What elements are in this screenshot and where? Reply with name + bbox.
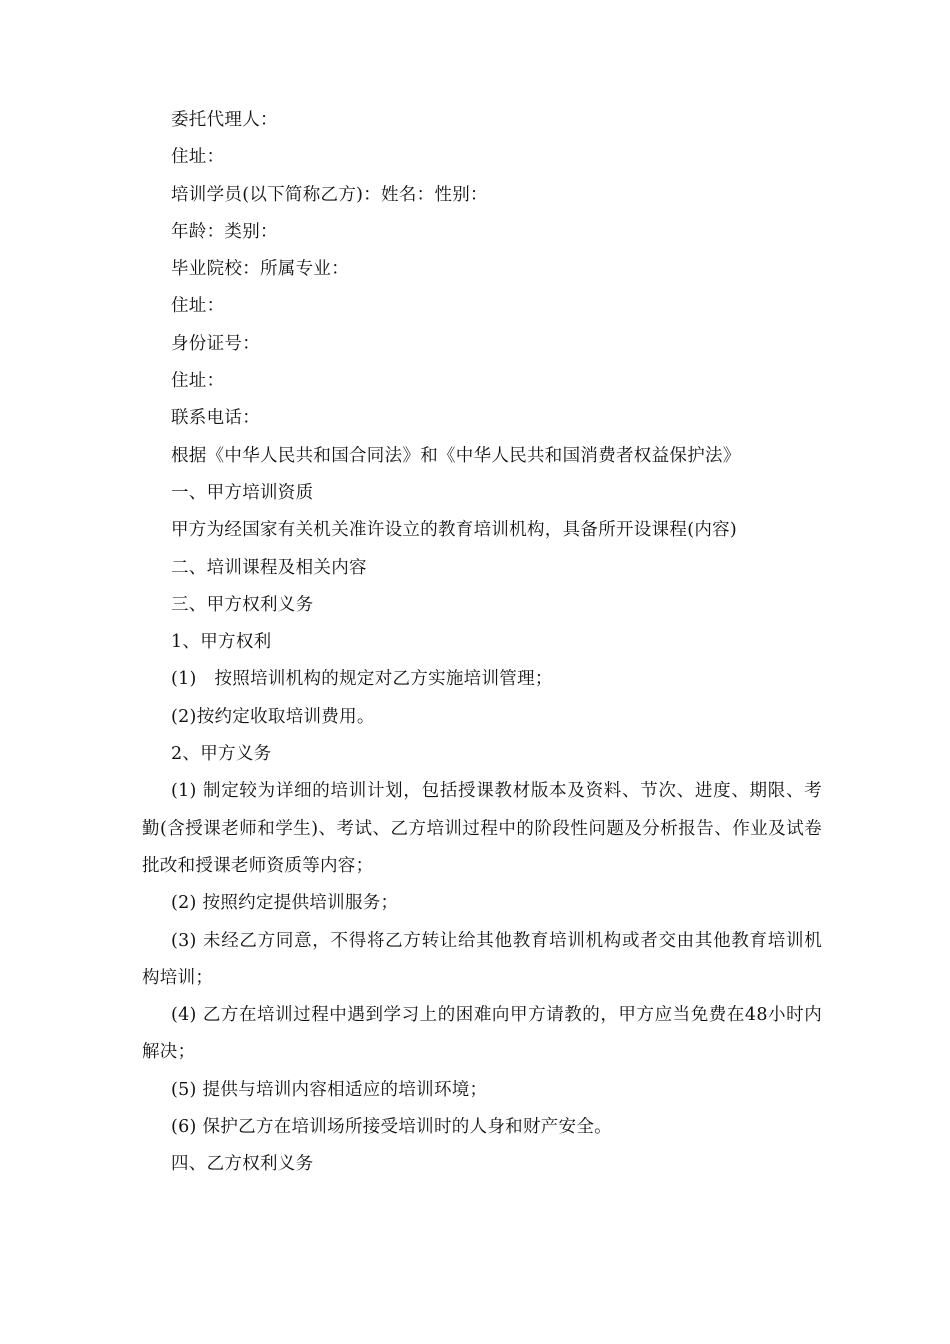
list-item: (1) 按照培训机构的规定对乙方实施培训管理； <box>171 669 553 690</box>
section-heading: 三、甲方权利义务 <box>171 594 314 615</box>
qualification-text: 甲方为经国家有关机关准许设立的教育培训机构，具备所开设课程(内容) <box>171 520 738 541</box>
subsection-heading: 2、甲方义务 <box>171 744 272 765</box>
address-field: 住址： <box>171 371 225 392</box>
address-field: 住址： <box>171 147 225 168</box>
list-item: (2) 按照约定提供培训服务； <box>171 893 399 914</box>
list-item: (2)按约定收取培训费用。 <box>171 706 375 727</box>
section-heading: 四、乙方权利义务 <box>171 1154 314 1175</box>
id-number-field: 身份证号： <box>171 333 260 354</box>
list-item: (1) 制定较为详细的培训计划，包括授课教材版本及资料、节次、进度、期限、考勤(含授课老师和学生)、考试、乙方培训过程中的阶段性问题及分析报告、作业及试卷批改和授课老师资质等内容； <box>142 781 822 876</box>
list-item: (6) 保护乙方在培训场所接受培训时的人身和财产安全。 <box>171 1117 612 1138</box>
list-item: (4) 乙方在培训过程中遇到学习上的困难向甲方请教的，甲方应当免费在48小时内解决； <box>142 1005 822 1063</box>
legal-basis-text: 根据《中华人民共和国合同法》和《中华人民共和国消费者权益保护法》 <box>171 445 741 466</box>
list-item: (5) 提供与培训内容相适应的培训环境； <box>171 1079 488 1100</box>
section-heading: 一、甲方培训资质 <box>171 482 314 503</box>
age-category-field: 年龄：类别： <box>171 221 278 242</box>
subsection-heading: 1、甲方权利 <box>171 632 272 653</box>
school-major-field: 毕业院校：所属专业： <box>171 259 349 280</box>
trainee-field: 培训学员(以下简称乙方)：姓名：性别： <box>171 184 488 205</box>
section-heading: 二、培训课程及相关内容 <box>171 557 367 578</box>
address-field: 住址： <box>171 296 225 317</box>
phone-field: 联系电话： <box>171 408 260 429</box>
document-body <box>142 102 822 1184</box>
agent-field: 委托代理人： <box>171 110 278 130</box>
list-item: (3) 未经乙方同意，不得将乙方转让给其他教育培训机构或者交由其他教育培训机构培训； <box>142 930 822 988</box>
